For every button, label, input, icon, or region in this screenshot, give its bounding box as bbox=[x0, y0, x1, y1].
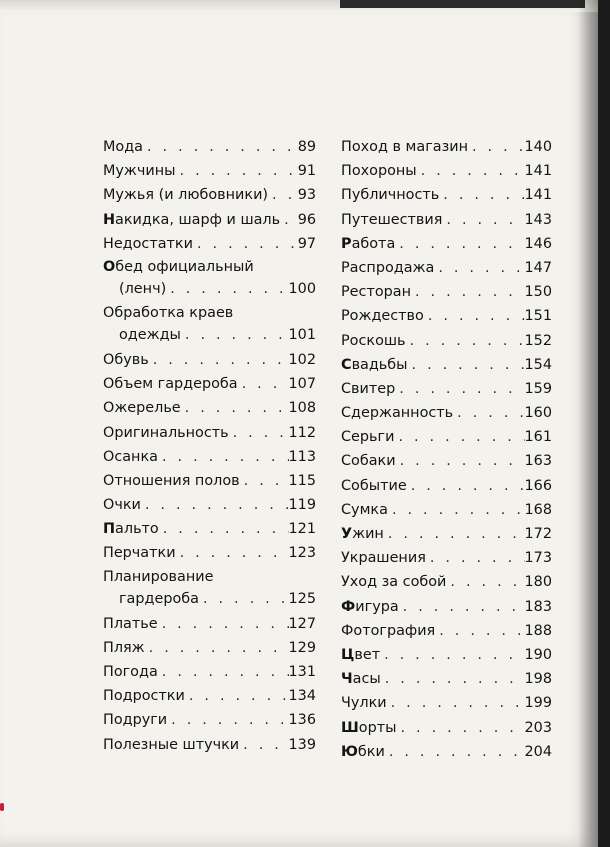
dot-leader bbox=[143, 135, 298, 159]
entry-title-line bbox=[341, 546, 552, 570]
entry-title: Свитер bbox=[341, 380, 396, 397]
dot-leader bbox=[176, 159, 298, 183]
index-entry bbox=[103, 684, 316, 708]
entry-title-line bbox=[341, 377, 552, 401]
index-entry bbox=[103, 348, 316, 372]
entry-title: Обед официальный bbox=[103, 258, 254, 275]
entry-continuation-line bbox=[103, 278, 316, 300]
entry-continuation-line bbox=[103, 324, 316, 346]
page-number: 139 bbox=[288, 736, 316, 753]
entry-title: Планирование bbox=[103, 568, 214, 585]
entry-title-line bbox=[341, 232, 552, 256]
entry-title-line bbox=[103, 208, 316, 232]
page-number: 183 bbox=[524, 598, 552, 615]
entry-title-line bbox=[103, 636, 316, 660]
red-mark bbox=[0, 803, 4, 811]
page-number: 161 bbox=[524, 429, 552, 446]
entry-title-line bbox=[103, 660, 316, 684]
entry-title: Поход в магазин bbox=[341, 139, 468, 155]
index-entry bbox=[341, 377, 552, 401]
index-entry bbox=[103, 660, 316, 684]
page-number: 96 bbox=[297, 211, 316, 228]
entry-title-line bbox=[341, 474, 552, 498]
entry-title: Фотография bbox=[341, 622, 436, 639]
entry-title-line bbox=[341, 595, 552, 619]
index-column-right bbox=[341, 135, 552, 764]
index-entry bbox=[103, 469, 316, 493]
page-number: 151 bbox=[524, 308, 552, 325]
page-number: 204 bbox=[524, 743, 552, 760]
page-number: 173 bbox=[524, 550, 552, 567]
entry-title: Перчатки bbox=[103, 545, 176, 562]
page-number: 141 bbox=[524, 187, 552, 204]
page-number: 108 bbox=[288, 400, 316, 417]
page-number: 147 bbox=[524, 259, 552, 276]
entry-title-line bbox=[103, 159, 316, 183]
index-entry bbox=[103, 541, 316, 565]
index-entry bbox=[341, 740, 552, 764]
entry-title: Отношения полов bbox=[103, 472, 240, 489]
entry-title-line bbox=[103, 493, 316, 517]
dot-leader bbox=[388, 498, 525, 522]
dot-leader bbox=[181, 324, 289, 346]
entry-title: Обувь bbox=[103, 351, 149, 368]
entry-title: Сумка bbox=[341, 501, 388, 518]
entry-title-line bbox=[341, 643, 552, 667]
entry-title: Подростки bbox=[103, 688, 185, 705]
index-entry bbox=[341, 522, 552, 546]
page-number: 140 bbox=[524, 139, 552, 155]
dot-leader bbox=[167, 708, 288, 732]
entry-title: Оригинальность bbox=[103, 424, 229, 441]
entry-title: Публичность bbox=[341, 187, 440, 204]
dot-leader bbox=[395, 377, 524, 401]
page-number: 198 bbox=[524, 671, 552, 688]
entry-title: Ожерелье bbox=[103, 400, 181, 417]
dot-leader bbox=[380, 643, 524, 667]
entry-title-line bbox=[103, 302, 316, 324]
index-entry bbox=[103, 302, 316, 346]
index-entry bbox=[103, 135, 316, 159]
index-entry bbox=[341, 546, 552, 570]
entry-title-line bbox=[103, 612, 316, 636]
entry-title-line bbox=[341, 135, 552, 159]
entry-title: Свадьбы bbox=[341, 356, 408, 373]
dot-leader bbox=[229, 421, 289, 445]
entry-title: Юбки bbox=[341, 743, 385, 760]
entry-title-line bbox=[341, 329, 552, 353]
index-entry bbox=[341, 570, 552, 594]
index-entry bbox=[103, 256, 316, 300]
page-number: 190 bbox=[524, 646, 552, 663]
entry-title: Очки bbox=[103, 497, 141, 514]
page-number: 115 bbox=[288, 472, 316, 489]
entry-title: одежды bbox=[119, 326, 181, 343]
entry-title-line bbox=[103, 517, 316, 541]
page-number: 97 bbox=[297, 235, 316, 252]
entry-title-line bbox=[341, 619, 552, 643]
dot-leader bbox=[453, 401, 524, 425]
entry-title: Шорты bbox=[341, 719, 397, 736]
index-entry bbox=[103, 517, 316, 541]
entry-title-line bbox=[341, 280, 552, 304]
page-number: 125 bbox=[288, 590, 316, 607]
page-number: 131 bbox=[288, 664, 316, 680]
page-number: 203 bbox=[524, 719, 552, 736]
dot-leader bbox=[411, 280, 525, 304]
entry-title: Пальто bbox=[103, 521, 159, 538]
entry-title-line bbox=[341, 570, 552, 594]
entry-title-line bbox=[341, 425, 552, 449]
page-number: 134 bbox=[288, 688, 316, 705]
entry-title-line bbox=[341, 498, 552, 522]
page-number: 143 bbox=[524, 211, 552, 228]
dot-leader bbox=[149, 348, 289, 372]
page-number: 91 bbox=[297, 163, 316, 180]
page-number: 89 bbox=[297, 139, 316, 155]
entry-title-line bbox=[341, 401, 552, 425]
page-number: 112 bbox=[288, 424, 316, 441]
dot-leader bbox=[468, 135, 525, 159]
entry-title: Мода bbox=[103, 139, 143, 155]
page-number: 152 bbox=[524, 332, 552, 349]
dot-leader bbox=[396, 449, 525, 473]
dot-leader bbox=[387, 691, 525, 715]
index-entry bbox=[341, 667, 552, 691]
entry-title-line bbox=[103, 421, 316, 445]
page-number: 163 bbox=[524, 453, 552, 470]
entry-title-line bbox=[341, 691, 552, 715]
index-entry bbox=[103, 612, 316, 636]
dot-leader bbox=[381, 667, 525, 691]
page-number: 93 bbox=[297, 187, 316, 204]
dot-leader bbox=[426, 546, 525, 570]
index-entry bbox=[341, 474, 552, 498]
page-number: 146 bbox=[524, 235, 552, 252]
dot-leader bbox=[238, 372, 289, 396]
dot-leader bbox=[240, 469, 289, 493]
entry-title: (ленч) bbox=[119, 280, 167, 297]
page-number: 136 bbox=[288, 712, 316, 729]
index-entry bbox=[341, 619, 552, 643]
dot-leader bbox=[185, 684, 289, 708]
entry-title-line bbox=[341, 183, 552, 207]
entry-title: Обработка краев bbox=[103, 304, 234, 321]
page-number: 119 bbox=[288, 497, 316, 514]
entry-title: Цвет bbox=[341, 646, 381, 663]
dot-leader bbox=[176, 541, 289, 565]
entry-title-line bbox=[103, 232, 316, 256]
dot-leader bbox=[396, 716, 524, 740]
index-entry bbox=[341, 716, 552, 740]
entry-title: Работа bbox=[341, 235, 396, 252]
page-number: 150 bbox=[524, 284, 552, 301]
entry-title: Чулки bbox=[341, 695, 387, 712]
index-entry bbox=[341, 208, 552, 232]
dot-leader bbox=[193, 232, 298, 256]
index-entry bbox=[103, 372, 316, 396]
entry-title-line bbox=[103, 541, 316, 565]
page-number: 159 bbox=[524, 380, 552, 397]
entry-title: Путешествия bbox=[341, 211, 443, 228]
page-number: 123 bbox=[288, 545, 316, 562]
entry-title: Распродажа bbox=[341, 259, 435, 276]
entry-title-line bbox=[103, 256, 316, 278]
index-entry bbox=[341, 280, 552, 304]
dot-leader bbox=[159, 517, 289, 541]
dot-leader bbox=[158, 660, 289, 684]
page-number: 102 bbox=[288, 351, 316, 368]
index-entry bbox=[103, 733, 316, 757]
entry-title: Объем гардероба bbox=[103, 376, 238, 393]
index-entry bbox=[103, 708, 316, 732]
entry-title: гардероба bbox=[119, 590, 199, 607]
index-entry bbox=[103, 183, 316, 207]
index-entry bbox=[103, 232, 316, 256]
entry-title-line bbox=[103, 396, 316, 420]
page-number: 121 bbox=[288, 521, 316, 538]
entry-title-line bbox=[103, 372, 316, 396]
dot-leader bbox=[384, 522, 525, 546]
dot-leader bbox=[394, 425, 524, 449]
entry-title-line bbox=[103, 135, 316, 159]
page-number: 127 bbox=[288, 615, 316, 632]
entry-title: Собаки bbox=[341, 453, 396, 470]
index-entry bbox=[103, 493, 316, 517]
entry-title: Сдержанность bbox=[341, 405, 454, 422]
entry-title-line bbox=[341, 353, 552, 377]
entry-title: Накидка, шарф и шаль bbox=[103, 211, 281, 228]
entry-title-line bbox=[341, 740, 552, 764]
dot-leader bbox=[181, 396, 289, 420]
page-number: 160 bbox=[524, 405, 552, 422]
index-entry bbox=[341, 401, 552, 425]
dot-leader bbox=[442, 208, 524, 232]
dot-leader bbox=[446, 570, 524, 594]
dot-leader bbox=[145, 636, 289, 660]
entry-title-line bbox=[341, 159, 552, 183]
entry-title: Фигура bbox=[341, 598, 399, 615]
entry-title: Рождество bbox=[341, 308, 424, 325]
index-entry bbox=[341, 232, 552, 256]
entry-title-line bbox=[103, 445, 316, 469]
entry-title: Недостатки bbox=[103, 235, 193, 252]
entry-title: Украшения bbox=[341, 550, 426, 567]
entry-title-line bbox=[341, 449, 552, 473]
entry-title: Роскошь bbox=[341, 332, 406, 349]
entry-title: Пляж bbox=[103, 639, 145, 656]
entry-title: Серьги bbox=[341, 429, 395, 446]
index-entry bbox=[103, 445, 316, 469]
dot-leader bbox=[158, 445, 289, 469]
entry-title: Осанка bbox=[103, 448, 158, 465]
entry-title: Подруги bbox=[103, 712, 168, 729]
entry-title: Ресторан bbox=[341, 284, 411, 301]
index-entry bbox=[341, 595, 552, 619]
facing-page-edge bbox=[340, 0, 585, 8]
entry-title: Событие bbox=[341, 477, 407, 494]
index-entry bbox=[341, 425, 552, 449]
entry-title-line bbox=[103, 708, 316, 732]
entry-title-line bbox=[103, 183, 316, 207]
page-number: 168 bbox=[524, 501, 552, 518]
page-number: 188 bbox=[524, 622, 552, 639]
entry-title: Полезные штучки bbox=[103, 736, 240, 753]
dot-leader bbox=[268, 183, 298, 207]
page-number: 129 bbox=[288, 639, 316, 656]
entry-title-line bbox=[341, 304, 552, 328]
entry-title: Мужья (и любовники) bbox=[103, 187, 269, 204]
dot-leader bbox=[158, 612, 289, 636]
index-entry bbox=[103, 159, 316, 183]
index-entry bbox=[341, 135, 552, 159]
entry-title-line bbox=[341, 256, 552, 280]
dot-leader bbox=[424, 304, 525, 328]
index-entry bbox=[103, 566, 316, 610]
entry-title: Платье bbox=[103, 615, 158, 632]
entry-title: Погода bbox=[103, 664, 158, 680]
index-entry bbox=[341, 498, 552, 522]
entry-title: Уход за собой bbox=[341, 574, 447, 591]
page-binding-shadow bbox=[578, 0, 598, 847]
dot-leader bbox=[141, 493, 289, 517]
dot-leader bbox=[435, 619, 524, 643]
index-entry bbox=[341, 449, 552, 473]
page-number: 113 bbox=[288, 448, 316, 465]
entry-title-line bbox=[341, 716, 552, 740]
page-number: 100 bbox=[288, 280, 316, 297]
index-entry bbox=[103, 396, 316, 420]
dot-leader bbox=[417, 159, 525, 183]
page-number: 154 bbox=[524, 356, 552, 373]
dot-leader bbox=[408, 353, 525, 377]
entry-title: Часы bbox=[341, 671, 381, 688]
index-entry bbox=[103, 636, 316, 660]
entry-title: Мужчины bbox=[103, 163, 176, 180]
entry-title-line bbox=[341, 522, 552, 546]
dot-leader bbox=[166, 278, 288, 300]
dot-leader bbox=[399, 595, 525, 619]
dot-leader bbox=[407, 474, 525, 498]
page-number: 180 bbox=[524, 574, 552, 591]
index-entry bbox=[341, 353, 552, 377]
dot-leader bbox=[439, 183, 524, 207]
entry-title-line bbox=[103, 733, 316, 757]
entry-title-line bbox=[341, 208, 552, 232]
entry-title-line bbox=[103, 348, 316, 372]
dot-leader bbox=[239, 733, 288, 757]
entry-continuation-line bbox=[103, 588, 316, 610]
page-number: 101 bbox=[288, 326, 316, 343]
page-number: 172 bbox=[524, 526, 552, 542]
entry-title-line bbox=[103, 469, 316, 493]
entry-title: Похороны bbox=[341, 163, 417, 180]
page-number: 107 bbox=[288, 376, 316, 393]
index-entry bbox=[341, 691, 552, 715]
index-entry bbox=[341, 183, 552, 207]
index-entry bbox=[341, 329, 552, 353]
entry-title-line bbox=[103, 684, 316, 708]
index-entry bbox=[341, 159, 552, 183]
dot-leader bbox=[395, 232, 524, 256]
entry-title-line bbox=[103, 566, 316, 588]
index-entry bbox=[341, 256, 552, 280]
index-column-left bbox=[103, 135, 316, 757]
entry-title: Ужин bbox=[341, 526, 384, 542]
index-entry bbox=[341, 643, 552, 667]
dot-leader bbox=[434, 256, 524, 280]
dot-leader bbox=[406, 329, 525, 353]
dot-leader bbox=[385, 740, 525, 764]
entry-title-line bbox=[341, 667, 552, 691]
page-number: 199 bbox=[524, 695, 552, 712]
dot-leader bbox=[280, 208, 298, 232]
index-entry bbox=[103, 208, 316, 232]
index-entry bbox=[341, 304, 552, 328]
page-number: 141 bbox=[524, 163, 552, 180]
page-number: 166 bbox=[524, 477, 552, 494]
index-entry bbox=[103, 421, 316, 445]
dot-leader bbox=[199, 588, 289, 610]
